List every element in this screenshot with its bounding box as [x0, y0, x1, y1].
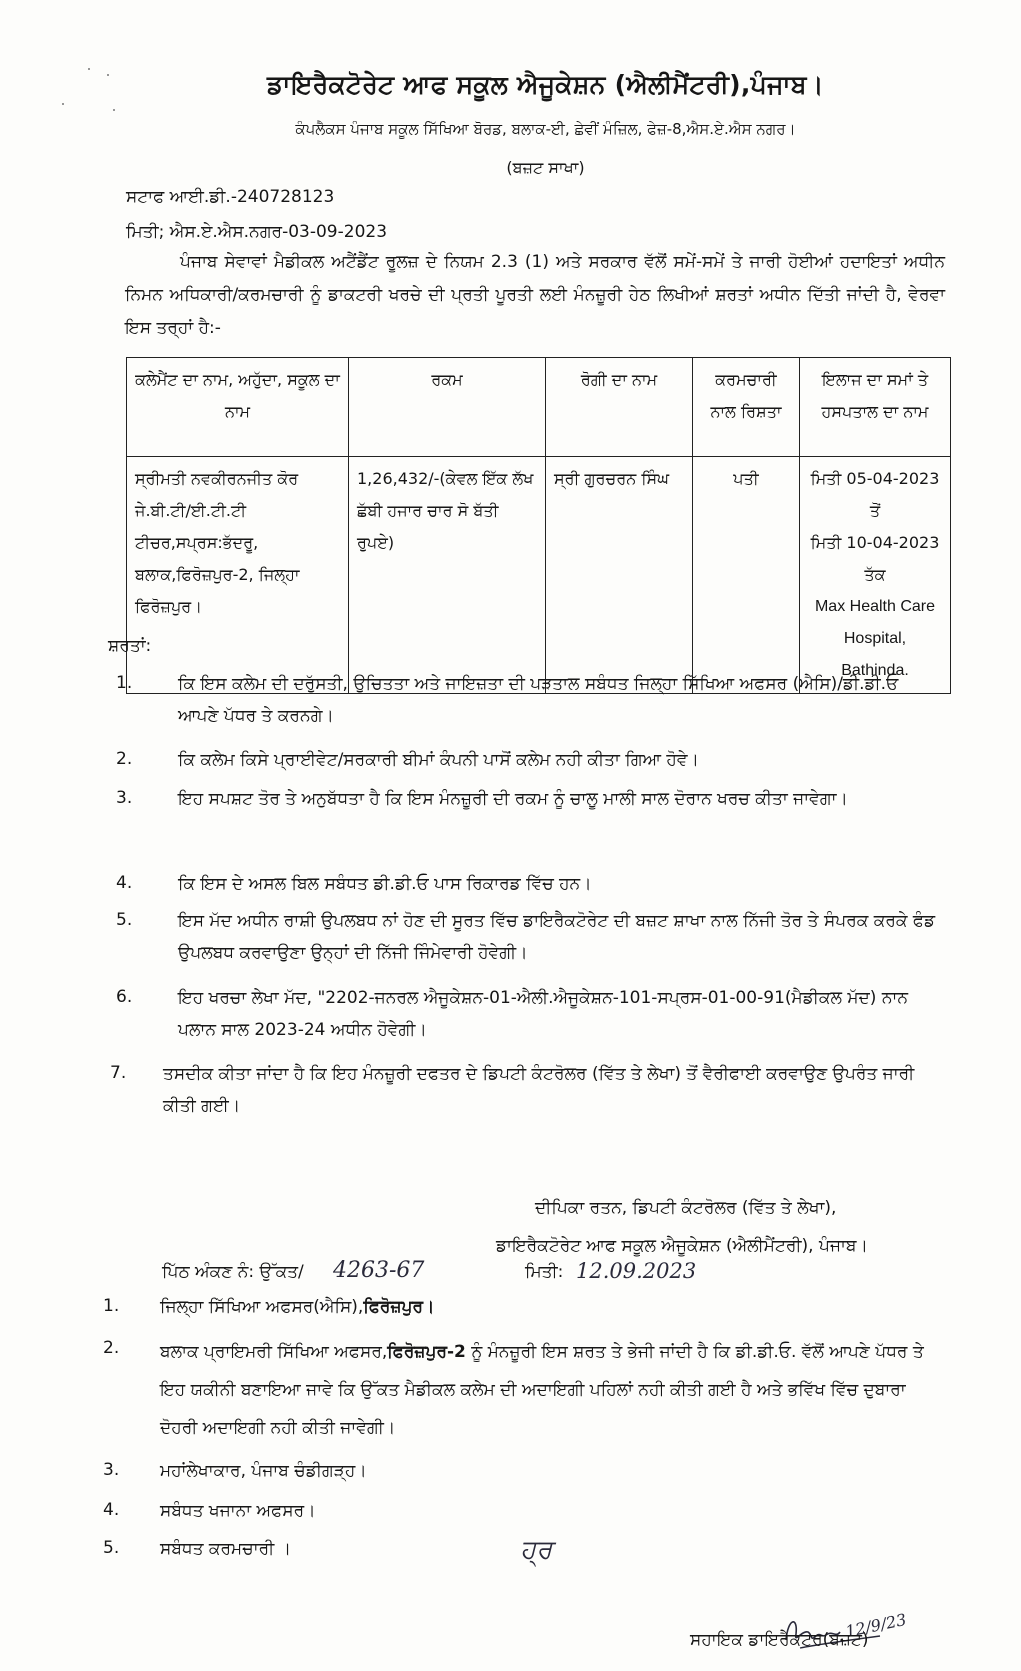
condition-number: 1.: [116, 673, 133, 693]
recipient-number: 1.: [103, 1296, 120, 1316]
condition-text: ਇਸ ਮੱਦ ਅਧੀਨ ਰਾਸ਼ੀ ਉਪਲਬਧ ਨਾਂ ਹੋਣ ਦੀ ਸੂਰਤ ਵਿੱਚ ਡਾਇਰੈਕਟੋਰੇਟ ਦੀ ਬਜ਼ਟ ਸ਼ਾਖਾ ਨਾਲ ਨਿੱਜੀ ਤੋਰ ਤੇ ਸੰਪਰਕ ਕਰਕੇ ਫੰਡ ਉਪਲਬਧ ਕਰਵਾਉਣਾ ਉਨ੍ਹਾਂ ਦੀ ਨਿੱਜੀ ਜਿੰਮੇਵਾਰੀ ਹੋਵੇਗੀ।: [178, 911, 936, 963]
endorsement-date-label: ਮਿਤੀ:: [525, 1262, 564, 1282]
col-relation: ਕਰਮਚਾਰੀ ਨਾਲ ਰਿਸ਼ਤਾ: [693, 358, 800, 457]
cell-treatment: [800, 457, 951, 694]
condition-number: 4.: [116, 873, 133, 893]
recipient-number: 2.: [103, 1338, 120, 1358]
signatory-office: ਡਾਇਰੈਕਟੋਰੇਟ ਆਫ ਸਕੂਲ ਐਜੂਕੇਸ਼ਨ (ਐਲੀਮੈਂਟਰੀ), ਪੰਜਾਬ।: [496, 1236, 868, 1256]
assistant-director-designation: ਸਹਾਇਕ ਡਾਇਰੈਕਟਰ(ਬਜ਼ਟ): [690, 1630, 869, 1650]
recipient-text: ਜਿਲ੍ਹਾ ਸਿੱਖਿਆ ਅਫਸਰ(ਐਸਿ),: [160, 1297, 364, 1317]
intro-paragraph: ਪੰਜਾਬ ਸੇਵਾਵਾਂ ਮੈਡੀਕਲ ਅਟੈਂਡੈਂਟ ਰੂਲਜ਼ ਦੇ ਨਿਯਮ 2.3 (1) ਅਤੇ ਸਰਕਾਰ ਵੱਲੋਂ ਸਮੇਂ-ਸਮੇਂ ਤੇ ਜਾਰੀ ਹੋਈਆਂ ਹਦਾਇਤਾਂ ਅਧੀਨ ਨਿਮਨ ਅਧਿਕਾਰੀ/ਕਰਮਚਾਰੀ ਨੂੰ ਡਾਕਟਰੀ ਖਰਚੇ ਦੀ ਪ੍ਰਤੀ ਪੂਰਤੀ ਲਈ ਮੰਨਜ਼ੂਰੀ ਹੇਠ ਲਿਖੀਆਂ ਸ਼ਰਤਾਂ ਅਧੀਨ ਦਿੱਤੀ ਜਾਂਦੀ ਹੈ, ਵੇਰਵਾ ਇਸ ਤਰ੍ਹਾਂ ਹੈ:-: [125, 252, 945, 338]
col-patient: ਰੋਗੀ ਦਾ ਨਾਮ: [546, 358, 693, 457]
endorsement-label: ਪਿੱਠ ਅੰਕਣ ਨੰ: ਉੱਕਤ/: [162, 1262, 304, 1282]
scan-speck: [62, 103, 64, 105]
condition-number: 3.: [116, 788, 133, 808]
staff-id: ਸਟਾਫ ਆਈ.ਡੀ.-240728123: [126, 187, 335, 207]
condition-number: 2.: [116, 749, 133, 769]
initials-mark: ਹ੍ਰ: [520, 1535, 553, 1565]
hospital-name: Max Health Care Hospital, Bathinda.: [814, 598, 936, 679]
col-amount: ਰਕਮ: [349, 358, 546, 457]
office-title: ਡਾਇਰੈਕਟੋਰੇਟ ਆਫ ਸਕੂਲ ਐਜੂਕੇਸ਼ਨ (ਐਲੀਮੈਂਟਰੀ),ਪੰਜਾਬ।: [267, 70, 824, 99]
recipient-text: ਮਹਾਂਲੇਖਾਕਾਰ, ਪੰਜਾਬ ਚੰਡੀਗੜ੍ਹ।: [160, 1461, 367, 1481]
recipient-text: ਸਬੰਧਤ ਕਰਮਚਾਰੀ ।: [160, 1539, 292, 1559]
period-from: ਮਿਤੀ 05-04-2023 ਤੋਂ: [810, 469, 940, 520]
condition-text: ਇਹ ਖਰਚਾ ਲੇਖਾ ਮੱਦ, "2202-ਜਨਰਲ ਐਜੂਕੇਸ਼ਨ-01-ਐਲੀ.ਐਜੂਕੇਸ਼ਨ-101-ਸਪ੍ਰਸ-01-00-91(ਮੈਡੀਕਲ ਮੱਦ) ਨਾਨ ਪਲਾਨ ਸਾਲ 2023-24 ਅਧੀਨ ਹੋਵੇਗੀ।: [178, 988, 908, 1040]
cell-relation: ਪਤੀ: [693, 457, 800, 694]
recipient-condition: ਨੂੰ ਮੰਨਜ਼ੂਰੀ ਇਸ ਸ਼ਰਤ ਤੇ ਭੇਜੀ ਜਾਂਦੀ ਹੈ ਕਿ ਡੀ.ਡੀ.ਓ. ਵੱਲੋਂ ਆਪਣੇ ਪੱਧਰ ਤੇ ਇਹ ਯਕੀਨੀ ਬਣਾਇਆ ਜਾਵੇ ਕਿ ਉੱਕਤ ਮੈਡੀਕਲ ਕਲੇਮ ਦੀ ਅਦਾਇਗੀ ਪਹਿਲਾਂ ਨਹੀ ਕੀਤੀ ਗਈ ਹੈ ਅਤੇ ਭਵਿੱਖ ਵਿੱਚ ਦੁਬਾਰਾ ਦੋਹਰੀ ਅਦਾਇਗੀ ਨਹੀ ਕੀਤੀ ਜਾਵੇਗੀ।: [160, 1342, 924, 1438]
period-to: ਮਿਤੀ 10-04-2023 ਤੱਕ: [810, 533, 940, 584]
condition-text: ਕਿ ਇਸ ਕਲੇਮ ਦੀ ਦਰੁੱਸਤੀ, ਉਚਿਤਤਾ ਅਤੇ ਜਾਇਜ਼ਤਾ ਦੀ ਪੜਤਾਲ ਸਬੰਧਤ ਜਿਲ੍ਹਾ ਸਿੱਖਿਆ ਅਫਸਰ (ਐਸਿ)/ਡੀ.ਡੀ.ਓ ਆਪਣੇ ਪੱਧਰ ਤੇ ਕਰਨਗੇ।: [178, 674, 899, 726]
signatory-name: ਦੀਪਿਕਾ ਰਤਨ, ਡਿਪਟੀ ਕੰਟਰੋਲਰ (ਵਿੱਤ ਤੇ ਲੇਖਾ),: [535, 1198, 837, 1218]
conditions-heading: ਸ਼ਰਤਾਂ:: [108, 636, 152, 656]
scan-speck: [113, 109, 115, 111]
condition-number: 5.: [116, 910, 133, 930]
claims-table: [126, 357, 951, 694]
recipient-number: 4.: [103, 1500, 120, 1520]
condition-text: ਇਹ ਸਪਸ਼ਟ ਤੋਰ ਤੇ ਅਨੁਬੱਧਤਾ ਹੈ ਕਿ ਇਸ ਮੰਨਜ਼ੂਰੀ ਦੀ ਰਕਮ ਨੂੰ ਚਾਲੂ ਮਾਲੀ ਸਾਲ ਦੋਰਾਨ ਖਰਚ ਕੀਤਾ ਜਾਵੇਗਾ।: [178, 789, 848, 809]
recipient-item: [160, 1291, 940, 1323]
recipient-text: ਸਬੰਧਤ ਖਜਾਨਾ ਅਫਸਰ।: [160, 1501, 316, 1521]
recipient-item: [160, 1333, 940, 1447]
recipient-number: 5.: [103, 1538, 120, 1558]
table-row: [127, 457, 951, 694]
recipient-block: ਫਿਰੋਜ਼ਪੁਰ-2: [387, 1342, 466, 1362]
cell-patient: ਸ੍ਰੀ ਗੁਰਚਰਨ ਸਿੰਘ: [546, 457, 693, 694]
condition-text: ਕਿ ਕਲੇਮ ਕਿਸੇ ਪ੍ਰਾਈਵੇਟ/ਸਰਕਾਰੀ ਬੀਮਾਂ ਕੰਪਨੀ ਪਾਸੋਂ ਕਲੇਮ ਨਹੀ ਕੀਤਾ ਗਿਆ ਹੋਵੇ।: [178, 750, 699, 770]
signature-date: 12/9/23: [843, 1609, 908, 1642]
condition-text: ਤਸਦੀਕ ਕੀਤਾ ਜਾਂਦਾ ਹੈ ਕਿ ਇਹ ਮੰਨਜ਼ੂਰੀ ਦਫਤਰ ਦੇ ਡਿਪਟੀ ਕੰਟਰੋਲਰ (ਵਿੱਤ ਤੇ ਲੇਖਾ) ਤੋਂ ਵੈਰੀਫਾਈ ਕਰਵਾਉਣ ਉਪਰੰਤ ਜਾਰੀ ਕੀਤੀ ਗਈ।: [163, 1064, 915, 1116]
office-address: ਕੰਪਲੈਕਸ ਪੰਜਾਬ ਸਕੂਲ ਸਿੱਖਿਆ ਬੋਰਡ, ਬਲਾਕ-ਈ, ਛੇਵੀਂ ਮੰਜ਼ਿਲ, ਫੇਜ਼-8,ਐਸ.ਏ.ਐਸ ਨਗਰ।: [295, 120, 796, 138]
cell-amount: 1,26,432/-(ਕੇਵਲ ਇੱਕ ਲੱਖ ਛੱਬੀ ਹਜਾਰ ਚਾਰ ਸੋ ਬੱਤੀ ਰੁਪਏ): [349, 457, 546, 694]
recipient-district: ਫਿਰੋਜ਼ਪੁਰ।: [363, 1297, 435, 1317]
col-treatment: ਇਲਾਜ ਦਾ ਸਮਾਂ ਤੇ ਹਸਪਤਾਲ ਦਾ ਨਾਮ: [800, 358, 951, 457]
cell-claimant: ਸ੍ਰੀਮਤੀ ਨਵਕੀਰਨਜੀਤ ਕੋਰ ਜੇ.ਬੀ.ਟੀ/ਈ.ਟੀ.ਟੀ ਟੀਚਰ,ਸਪ੍ਰਸ:ਭੱਦਰੂ, ਬਲਾਕ,ਫਿਰੋਜ਼ਪੁਰ-2, ਜਿਲ੍ਹਾ ਫਿਰੋਜ਼ਪੁਰ।: [127, 457, 349, 694]
col-claimant: ਕਲੇਮੈਂਟ ਦਾ ਨਾਮ, ਅਹੁੱਦਾ, ਸਕੂਲ ਦਾ ਨਾਮ: [127, 358, 349, 457]
endorsement-number: 4263-67: [333, 1258, 425, 1283]
condition-number: 7.: [110, 1063, 127, 1083]
issue-date: ਮਿਤੀ; ਐਸ.ਏ.ਐਸ.ਨਗਰ-03-09-2023: [126, 222, 388, 242]
recipient-number: 3.: [103, 1460, 120, 1480]
table-header-row: [127, 358, 951, 457]
condition-text: ਕਿ ਇਸ ਦੇ ਅਸਲ ਬਿਲ ਸਬੰਧਤ ਡੀ.ਡੀ.ਓ ਪਾਸ ਰਿਕਾਰਡ ਵਿੱਚ ਹਨ।: [178, 874, 592, 894]
endorsement-date: 12.09.2023: [576, 1259, 697, 1283]
condition-number: 6.: [116, 987, 133, 1007]
recipient-text: ਬਲਾਕ ਪ੍ਰਾਇਮਰੀ ਸਿੱਖਿਆ ਅਫਸਰ,: [160, 1342, 388, 1362]
branch-name: (ਬਜ਼ਟ ਸਾਖਾ): [506, 158, 585, 177]
